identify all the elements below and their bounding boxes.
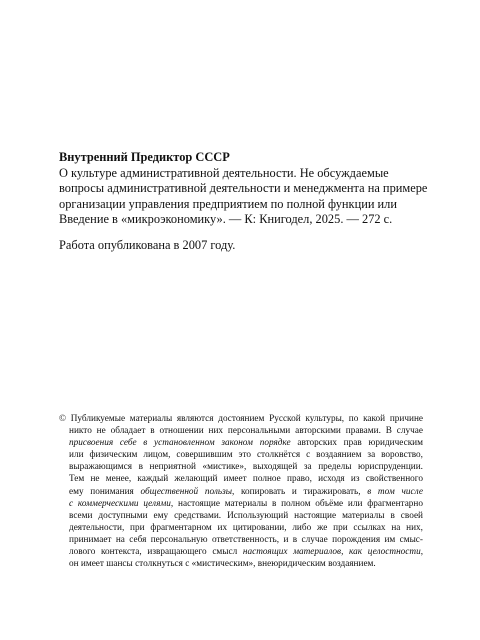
copyright-text: выражающимся в неприятной «мистике», выходящей за пределы юриспруденции. <box>69 462 423 473</box>
copyright-text: или физическим лицом, совершившим это столкнётся с воздаянием за воровство, <box>69 450 423 461</box>
copyright-line <box>59 546 423 558</box>
copyright-line <box>59 449 423 461</box>
copyright-line <box>59 437 423 449</box>
copyright-emphasis: настоящих материалов, как целостности <box>242 547 421 558</box>
copyright-line <box>59 425 423 437</box>
copyright-emphasis: в том числе <box>367 486 423 497</box>
copyright-line <box>59 522 423 534</box>
copyright-text: , <box>420 547 424 558</box>
copyright-text: , настоящие материалы в полном объёме или фрагментарно <box>170 498 423 509</box>
bibliographic-record <box>59 150 431 228</box>
copyright-text: деятельности, при фрагментарном их цитировании, либо же при ссылках на них, <box>69 522 423 533</box>
book-description: О культуре административной деятельности. Не обсуждаемые вопросы административной деятельности и менеджмента на примере организации управления предприятием по полной функции или Введение в «микроэкономику». — К: Книгодел, 2025. — 272 с. <box>59 165 428 227</box>
copyright-text: никто не обладает в отношении них персональными авторскими правами. В случае <box>69 426 423 437</box>
copyright-text: принимает на себя персональную ответственность, и в случае порождения им смыс- <box>69 534 423 545</box>
publication-note: Работа опубликована в 2007 году. <box>59 238 236 252</box>
copyright-line <box>59 486 423 498</box>
copyright-text: он имеет шансы столкнуться с «мистическим», внеюридическим воздаянием. <box>69 559 376 570</box>
copyright-text: © Публикуемые материалы являются достоянием Русской культуры, по какой причине <box>59 414 423 424</box>
copyright-text: Тем не менее, каждый желающий имеет полное право, исходя из свойственного <box>69 474 423 485</box>
copyright-line <box>59 534 423 546</box>
copyright-emphasis: присвоения себе в установленном законом порядке <box>69 438 291 449</box>
copyright-line <box>59 461 423 473</box>
copyright-line <box>59 498 423 510</box>
copyright-line <box>59 413 423 425</box>
copyright-line <box>59 473 423 485</box>
author-name: Внутренний Предиктор СССР <box>59 150 230 164</box>
copyright-text: лового контекста, извращающего смысл <box>69 547 243 558</box>
copyright-text: всеми доступными ему средствами. Использующий настоящие материалы в своей <box>69 510 423 521</box>
copyright-line <box>59 558 423 570</box>
copyright-line <box>59 510 423 522</box>
copyright-emphasis: с коммерческими целями <box>69 498 171 509</box>
copyright-text: авторских прав юридическим <box>290 438 423 449</box>
copyright-emphasis: общественной пользы <box>140 486 233 497</box>
copyright-text: , копировать и тиражировать, <box>232 486 368 497</box>
copyright-text: ему понимания <box>69 486 141 497</box>
copyright-notice <box>59 413 423 570</box>
